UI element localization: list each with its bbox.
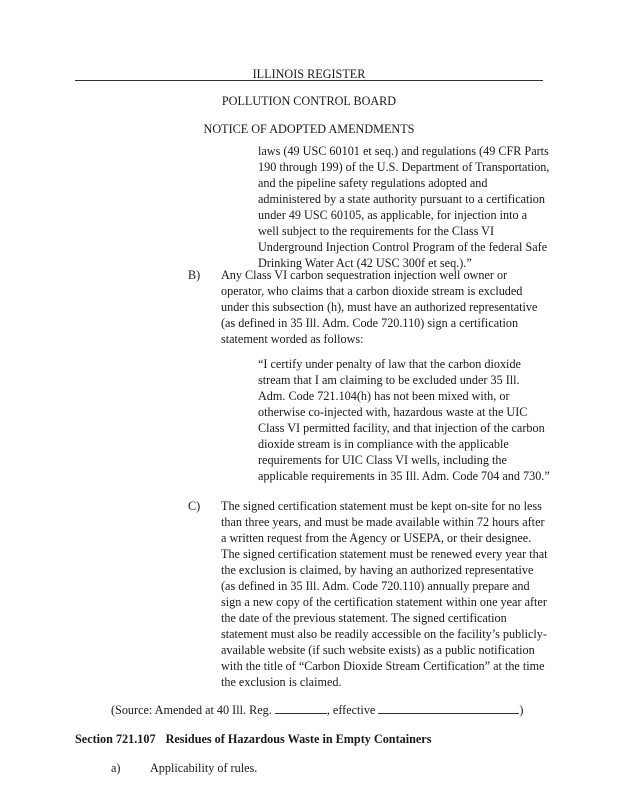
source-blank-reg [275,702,327,714]
source-middle: , effective [326,703,379,717]
item-c-line: than three years, and must be made available within 72 hours after [221,515,545,529]
item-b-line: under this subsection (h), must have an authorized representative [221,300,538,314]
paragraph-line: laws (49 USC 60101 et seq.) and regulations (49 CFR Parts [258,144,549,158]
notice-title: NOTICE OF ADOPTED AMENDMENTS [203,122,415,136]
source-blank-date [378,702,519,714]
item-b-label: B) [188,268,201,282]
item-c-line: a written request from the Agency or USEPA, or their designee. [221,531,532,545]
source-suffix: ) [519,703,524,717]
certification-quote-line: Adm. Code 721.104(h) has not been mixed with, or [258,389,510,403]
item-b-line: statement worded as follows: [221,332,364,346]
item-c-line: the date of the previous statement. The signed certification [221,611,507,625]
item-a-label: a) [111,761,121,775]
certification-quote-line: stream that I am claiming to be excluded under 35 Ill. [258,373,520,387]
register-title: ILLINOIS REGISTER [252,67,366,81]
item-b-line: (as defined in 35 Ill. Adm. Code 720.110) sign a certification [221,316,519,330]
item-c-label: C) [188,499,201,513]
item-b-line: Any Class VI carbon sequestration injection well owner or [221,268,508,282]
section-heading [75,731,431,747]
item-c-line: statement must also be readily accessible on the facility’s publicly- [221,627,547,641]
item-a-text: Applicability of rules. [150,761,258,775]
paragraph-line: under 49 USC 60105, as applicable, for injection into a [258,208,528,222]
paragraph-line: Drinking Water Act (42 USC 300f et seq.).” [258,256,472,270]
certification-quote-line: dioxide stream is in compliance with the applicable [258,437,509,451]
certification-quote-line: otherwise co-injected with, hazardous waste at the UIC [258,405,528,419]
certification-quote-line: requirements for UIC Class VI wells, including the [258,453,507,467]
source-note [111,702,523,718]
header-rule [75,80,543,81]
item-c-line: the exclusion is claimed, by having an authorized representative [221,563,534,577]
paragraph-line: administered by a state authority pursuant to a certification [258,192,545,206]
item-c-line: The signed certification statement must be renewed every year that [221,547,548,561]
item-c-line: (as defined in 35 Ill. Adm. Code 720.110) annually prepare and [221,579,530,593]
item-c-line: sign a new copy of the certification statement within one year after [221,595,547,609]
section-title: Residues of Hazardous Waste in Empty Containers [165,732,432,746]
certification-quote-line: applicable requirements in 35 Ill. Adm. Code 704 and 730.” [258,469,550,483]
board-title: POLLUTION CONTROL BOARD [221,94,397,108]
source-prefix: (Source: Amended at 40 Ill. Reg. [111,703,275,717]
item-c-line: The signed certification statement must be kept on-site for no less [221,499,542,513]
paragraph-line: Underground Injection Control Program of the federal Safe [258,240,548,254]
paragraph-line: 190 through 199) of the U.S. Department of Transportation, [258,160,550,174]
certification-quote-line: Class VI permitted facility, and that injection of the carbon [258,421,545,435]
paragraph-line: well subject to the requirements for the Class VI [258,224,495,238]
item-c-line: with the title of “Carbon Dioxide Stream Certification” at the time [221,659,545,673]
item-b-line: operator, who claims that a carbon dioxide stream is excluded [221,284,523,298]
item-c-line: the exclusion is claimed. [221,675,342,689]
item-c-line: available website (if such website exists) as a public notification [221,643,535,657]
paragraph-line: and the pipeline safety regulations adopted and [258,176,488,190]
section-number: Section 721.107 [75,732,156,746]
certification-quote-line: “I certify under penalty of law that the carbon dioxide [258,357,521,371]
